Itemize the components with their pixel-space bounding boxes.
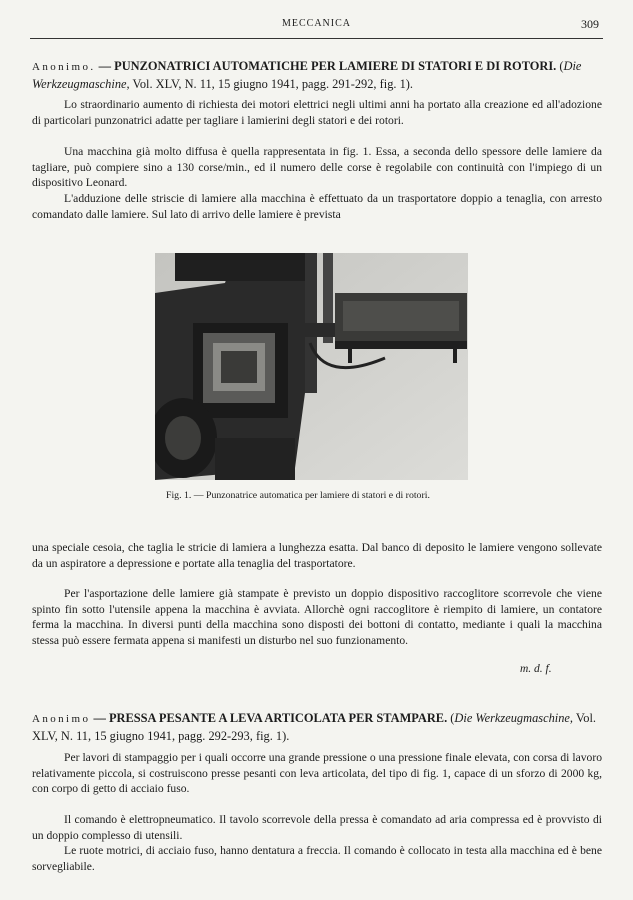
article1-heading [32, 58, 602, 93]
article2-dash: — [93, 711, 106, 725]
article2-journal: Die Werkzeugmaschine, [454, 711, 574, 725]
article1-paragraph-1: Lo straordinario aumento di richiesta dei motori elettrici negli ultimi anni ha portato alla creazione ed all'adozione di particolari punzonatrici adatte per tagliare i lamierini degli statori e dei rotori. [32, 98, 602, 127]
article2-author: Anonimo [32, 713, 91, 725]
article1-title: PUNZONATRICI AUTOMATICHE PER LAMIERE DI STATORI E DI ROTORI. [114, 59, 557, 73]
running-head [32, 18, 601, 32]
punch-press-illustration [155, 253, 468, 480]
header-rule [30, 38, 603, 39]
article1-paragraph-4: una speciale cesoia, che taglia le stricie di lamiera a lunghezza esatta. Dal banco di deposito le lamiere vengono sollevate da un aspiratore a depressione e portate alla tenaglia del trasportatore. [32, 541, 602, 570]
figure-1-caption: Fig. 1. — Punzonatrice automatica per lamiere di statori e di rotori. [166, 490, 430, 501]
figure-1-photo [155, 253, 468, 480]
article1-author: Anonimo. [32, 61, 96, 73]
article2-title: PRESSA PESANTE A LEVA ARTICOLATA PER STAMPARE. [108, 711, 448, 725]
article1-dash: — [98, 59, 112, 73]
section-name: MECCANICA [281, 18, 351, 29]
article1-journal: Die Werkzeugmaschine, [32, 59, 582, 91]
article1-signature: m. d. f. [520, 663, 552, 675]
article2-citation: (Die Werkzeugmaschine, Vol. XLV, N. 11, 15 giugno 1941, pagg. 292-293, fig. 1). [32, 711, 596, 743]
article1-citation: (Die Werkzeugmaschine, Vol. XLV, N. 11, 15 giugno 1941, pagg. 291-292, fig. 1). [32, 59, 582, 91]
article2-paragraph-1: Per lavori di stampaggio per i quali occorre una grande pressione o una pressione finale elevata, con corsa di lavoro relativamente piccola, si costruiscono presse pesanti con leva articolata, del tipo di fig. 1, capace di un sforzo di 2000 kg, con corpo di getto di acciaio fuso. [32, 751, 602, 795]
article2-paragraph-3: Le ruote motrici, di acciaio fuso, hanno dentatura a freccia. Il comando è collocato in testa alla macchina ed è bene sorvegliabile. [32, 844, 602, 873]
article2-paragraph-2: Il comando è elettropneumatico. Il tavolo scorrevole della pressa è comandato ad aria compressa ed è provvisto di un doppio complesso di utensili. [32, 813, 602, 842]
article1-paragraph-3: L'adduzione delle striscie di lamiere alla macchina è effettuato da un trasportatore doppio a tenaglia, con arresto comandato dalle lamiere. Sul lato di arrivo delle lamiere è prevista [32, 192, 602, 221]
article1-paragraph-2: Una macchina già molto diffusa è quella rappresentata in fig. 1. Essa, a seconda dello spessore delle lamiere da tagliare, può compiere sino a 130 corse/min., ed il numero delle corse è regolabile con continuità con l'impiego di un dispositivo Leonard. [32, 145, 602, 189]
page-number: 309 [581, 17, 599, 31]
article2-heading [32, 710, 602, 745]
article1-paragraph-5: Per l'asportazione delle lamiere già stampate è previsto un doppio dispositivo raccoglitore scorrevole che viene spinto fin sotto l'utensile appena la macchina è avviata. Allorchè ogni raccoglitore è riempito di lamiere, un contatore ferma la macchina. In diversi punti della macchina sono disposti dei bottoni di contatto, mediante i quali la macchina stessa può essere fermata appena si manifesti un disturbo nel suo funzionamento. [32, 587, 602, 647]
